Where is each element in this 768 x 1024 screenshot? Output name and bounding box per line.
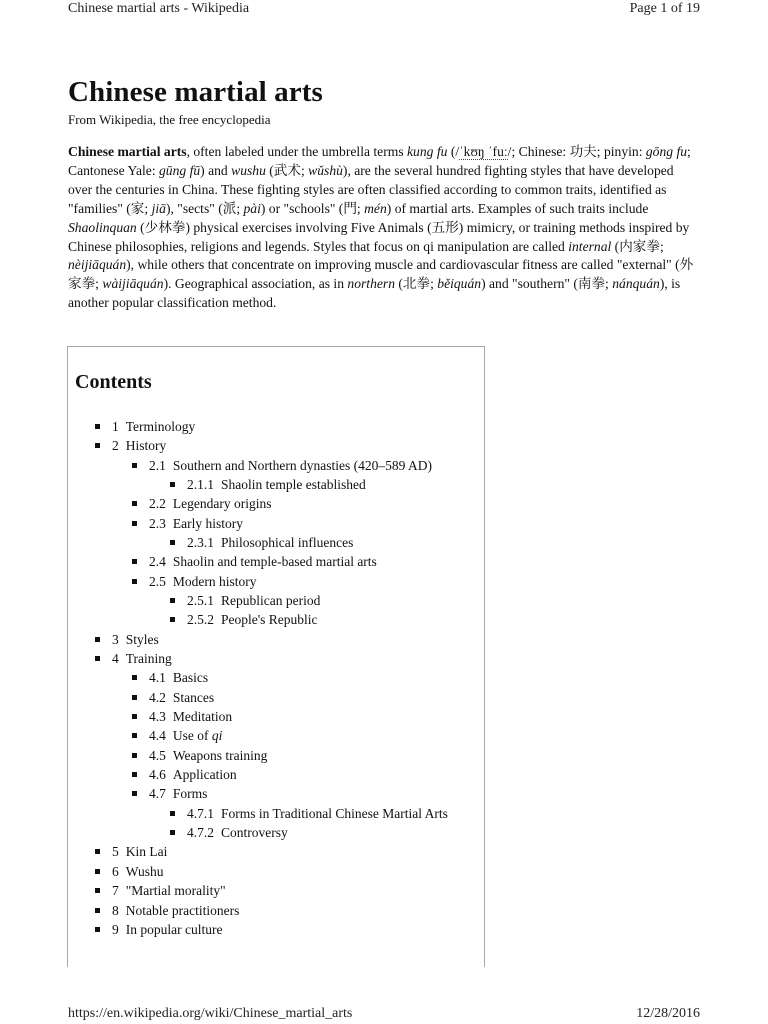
bullet-icon: [95, 888, 100, 893]
toc-item-4-4[interactable]: [132, 728, 222, 744]
toc-item-4-7-1[interactable]: [170, 806, 448, 822]
intro-text: ; Cantonese Yale:: [68, 144, 691, 178]
toc-item-4-3[interactable]: [132, 709, 232, 725]
toc-item-2-3[interactable]: [132, 516, 243, 532]
bullet-icon: [170, 482, 175, 487]
toc-number: 2.3.1: [187, 535, 214, 550]
toc-item-2-5[interactable]: [132, 574, 257, 590]
intro-italic: mén: [364, 200, 387, 216]
bullet-icon: [95, 424, 100, 429]
toc-label: "Martial morality": [125, 883, 226, 898]
toc-number: 2: [112, 438, 119, 453]
intro-italic: Shaolinquan: [68, 219, 137, 235]
toc-item-4-7[interactable]: [132, 786, 207, 802]
intro-italic: wǔshù: [308, 162, 343, 178]
bullet-icon: [132, 521, 137, 526]
toc-number: 2.3: [149, 516, 166, 531]
intro-italic: pài: [243, 200, 261, 216]
intro-text: , often labeled under the umbrella terms: [186, 144, 408, 159]
toc-label: People's Republic: [221, 612, 318, 627]
bullet-icon: [132, 733, 137, 738]
toc-number: 4.7.1: [187, 806, 214, 821]
toc-number: 4.6: [149, 767, 166, 782]
toc-label: Philosophical influences: [221, 535, 354, 550]
toc-item-9[interactable]: [95, 922, 222, 938]
bullet-icon: [132, 753, 137, 758]
intro-italic: wushu: [231, 162, 266, 178]
article-tagline: From Wikipedia, the free encyclopedia: [68, 112, 271, 127]
intro-italic: internal: [568, 238, 612, 254]
intro-text: ). Geographical association, as in: [163, 276, 348, 292]
intro-italic: northern: [347, 276, 395, 292]
toc-label: Legendary origins: [172, 496, 272, 511]
bullet-icon: [132, 559, 137, 564]
toc-label: Weapons training: [172, 748, 268, 763]
toc-label: Shaolin temple established: [221, 477, 366, 492]
bullet-icon: [132, 772, 137, 777]
toc-item-2-4[interactable]: [132, 554, 377, 570]
toc-number: 5: [112, 844, 119, 859]
intro-text: ) and: [200, 162, 232, 178]
toc-number: 4.4: [149, 728, 166, 743]
toc-item-3[interactable]: [95, 632, 159, 648]
bullet-icon: [95, 908, 100, 913]
toc-number: 2.1.1: [187, 477, 214, 492]
toc-number: 2.5.1: [187, 593, 214, 608]
bullet-icon: [95, 656, 100, 661]
intro-text: (少林拳) physical exercises involving Five Animals (五形) mimicry, or training methods inspired by Chinese philosophies, religions and legends. Styles that focus on qi manipulation are called: [68, 219, 690, 254]
toc-number: 3: [112, 632, 119, 647]
toc-number: 6: [112, 864, 119, 879]
bullet-icon: [132, 463, 137, 468]
toc-item-2-5-1[interactable]: [170, 593, 320, 609]
toc-label: Stances: [172, 690, 215, 705]
toc-label: Southern and Northern dynasties (420–589 AD): [172, 458, 432, 473]
intro-italic: nánquán: [612, 276, 660, 292]
bullet-icon: [170, 811, 175, 816]
toc-number: 4.1: [149, 670, 166, 685]
toc-item-2-1[interactable]: [132, 458, 432, 474]
toc-item-4-5[interactable]: [132, 748, 267, 764]
toc-item-2-5-2[interactable]: [170, 612, 318, 628]
toc-item-4[interactable]: [95, 651, 172, 667]
toc-number: 7: [112, 883, 119, 898]
toc-number: 4.5: [149, 748, 166, 763]
intro-italic: nèijiāquán: [68, 257, 127, 273]
toc-number: 4.2: [149, 690, 166, 705]
intro-text: ) of martial arts. Examples of such traits include: [386, 200, 649, 216]
toc-label: Controversy: [221, 825, 288, 840]
toc-item-4-2[interactable]: [132, 690, 214, 706]
toc-label: Basics: [172, 670, 209, 685]
intro-italic: gūng fū: [159, 162, 201, 178]
toc-label: Early history: [172, 516, 243, 531]
intro-italic: wàijiāquán: [102, 276, 164, 292]
toc-item-4-7-2[interactable]: [170, 825, 288, 841]
toc-item-8[interactable]: [95, 903, 239, 919]
link-kung-fu[interactable]: kung fu: [407, 144, 448, 159]
toc-number: 2.5.2: [187, 612, 214, 627]
toc-number: 2.5: [149, 574, 166, 589]
intro-text: ), "sects" (派;: [165, 200, 244, 216]
toc-number: 2.2: [149, 496, 166, 511]
bullet-icon: [132, 695, 137, 700]
bullet-icon: [170, 540, 175, 545]
toc-label: In popular culture: [125, 922, 223, 937]
page-title: Chinese martial arts: [68, 76, 323, 108]
toc-label: Shaolin and temple-based martial arts: [172, 554, 377, 569]
toc-item-4-1[interactable]: [132, 670, 208, 686]
toc-number: 9: [112, 922, 119, 937]
toc-label: Terminology: [125, 419, 196, 434]
toc-number: 4: [112, 651, 119, 666]
toc-number: 8: [112, 903, 119, 918]
toc-label: Wushu: [125, 864, 164, 879]
toc-number: 2.1: [149, 458, 166, 473]
toc-label: History: [125, 438, 167, 453]
bullet-icon: [170, 598, 175, 603]
bullet-icon: [132, 714, 137, 719]
toc-label-italic: qi: [211, 728, 223, 743]
print-footer-date: 12/28/2016: [636, 1006, 700, 1021]
toc-number: 1: [112, 419, 119, 434]
toc-item-6[interactable]: [95, 864, 163, 880]
intro-text: (/: [447, 144, 460, 159]
toc-number: 2.4: [149, 554, 166, 569]
table-of-contents: [67, 346, 485, 967]
toc-label: Kin Lai: [125, 844, 168, 859]
intro-term-bold: Chinese martial arts: [68, 144, 187, 159]
bullet-icon: [132, 579, 137, 584]
bullet-icon: [132, 675, 137, 680]
print-footer-url: https://en.wikipedia.org/wiki/Chinese_martial_arts: [68, 1006, 353, 1021]
bullet-icon: [170, 617, 175, 622]
toc-item-1[interactable]: [95, 419, 195, 435]
toc-label: Forms: [172, 786, 208, 801]
toc-item-2-1-1[interactable]: [170, 477, 366, 493]
bullet-icon: [95, 869, 100, 874]
toc-label: Use of: [172, 728, 212, 743]
toc-label: Training: [125, 651, 172, 666]
toc-item-7[interactable]: [95, 883, 226, 899]
toc-item-2-3-1[interactable]: [170, 535, 353, 551]
toc-item-2-2[interactable]: [132, 496, 271, 512]
toc-label: Republican period: [221, 593, 321, 608]
toc-number: 4.7.2: [187, 825, 214, 840]
toc-number: 4.3: [149, 709, 166, 724]
intro-text: ) or "schools" (門;: [260, 200, 365, 216]
intro-text: /; Chinese: 功夫; pinyin:: [507, 144, 646, 159]
toc-title: Contents: [75, 371, 152, 393]
intro-text: (内家拳;: [611, 238, 664, 254]
toc-label: Forms in Traditional Chinese Martial Arts: [221, 806, 448, 821]
toc-item-2[interactable]: [95, 438, 166, 454]
toc-label: Modern history: [172, 574, 257, 589]
intro-text: (北拳;: [394, 276, 438, 292]
intro-text: ), while others that concentrate on improving muscle and cardiovascular fitness are called "external" (外家拳;: [68, 257, 694, 292]
intro-text: ) and "southern" (南拳;: [481, 276, 613, 292]
bullet-icon: [95, 849, 100, 854]
toc-item-4-6[interactable]: [132, 767, 237, 783]
intro-italic: gōng fu: [645, 144, 688, 159]
bullet-icon: [95, 443, 100, 448]
toc-label: Styles: [125, 632, 159, 647]
intro-italic: jiā: [151, 200, 166, 216]
intro-text: ), are the several hundred fighting styles that have developed over the centuries in China. These fighting styles are often classified according to common traits, identified as "families" (家;: [68, 162, 674, 216]
bullet-icon: [132, 501, 137, 506]
bullet-icon: [170, 830, 175, 835]
print-header-title: Chinese martial arts - Wikipedia: [68, 1, 250, 16]
intro-italic: běiquán: [437, 276, 482, 292]
print-page-number: Page 1 of 19: [629, 1, 700, 16]
toc-item-5[interactable]: [95, 844, 167, 860]
intro-paragraph: [68, 143, 700, 313]
ipa-pronunciation[interactable]: ˈkʊŋ ˈfuː: [459, 144, 508, 159]
toc-number: 4.7: [149, 786, 166, 801]
bullet-icon: [132, 791, 137, 796]
intro-text: ), is another popular classification method.: [68, 276, 681, 311]
toc-label: Application: [172, 767, 237, 782]
bullet-icon: [95, 927, 100, 932]
toc-label: Notable practitioners: [125, 903, 240, 918]
bullet-icon: [95, 637, 100, 642]
toc-label: Meditation: [172, 709, 233, 724]
intro-text: (武术;: [265, 162, 309, 178]
